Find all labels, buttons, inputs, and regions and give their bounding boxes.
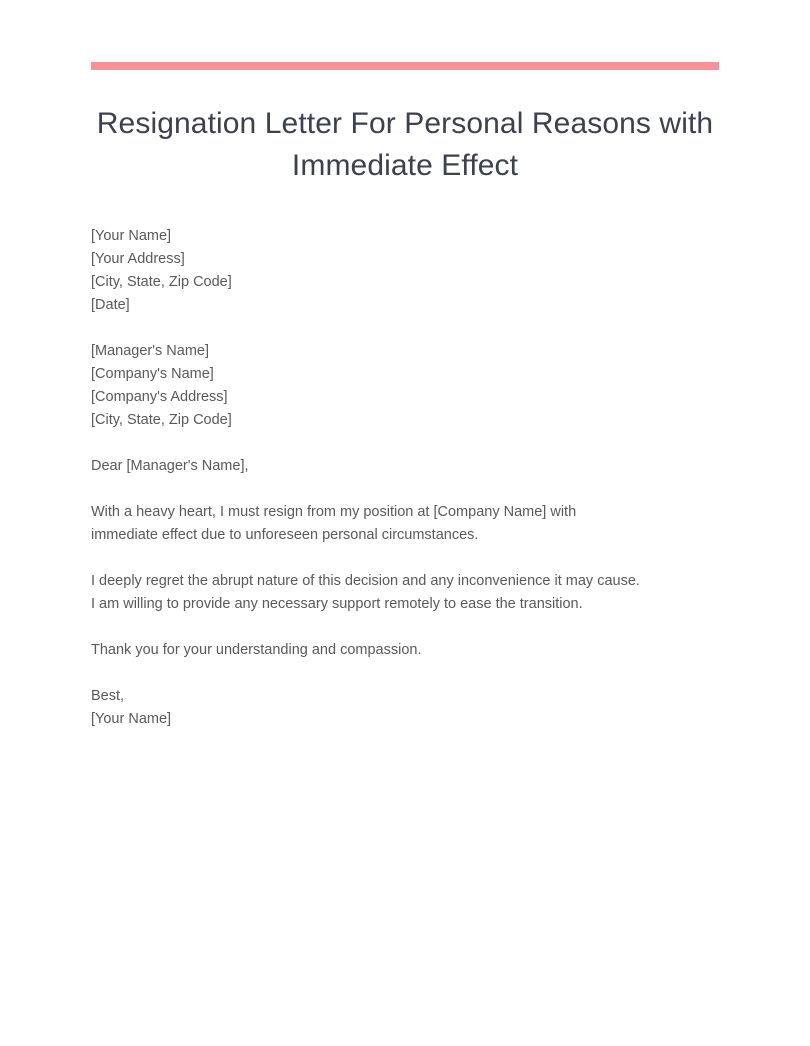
- body-paragraph-3: Thank you for your understanding and compassion.: [91, 642, 422, 658]
- signature-name: [Your Name]: [91, 711, 172, 727]
- closing-block: [91, 685, 647, 731]
- body-paragraph-1: With a heavy heart, I must resign from my position at [Company Name] with immediate effect due to unforeseen personal circumstances.: [91, 504, 581, 543]
- recipient-company-address: [Company's Address]: [91, 389, 228, 405]
- recipient-address-block: [91, 340, 647, 432]
- body-paragraph-2: I deeply regret the abrupt nature of this decision and any inconvenience it may cause. I am willing to provide any necessary support remotely to ease the transition.: [91, 573, 644, 612]
- letter-body: [91, 225, 647, 731]
- sender-name: [Your Name]: [91, 228, 172, 244]
- sender-address: [Your Address]: [91, 251, 185, 267]
- salutation: Dear [Manager's Name],: [91, 458, 249, 474]
- page-title: Resignation Letter For Personal Reasons with Immediate Effect: [96, 107, 714, 182]
- recipient-manager-name: [Manager's Name]: [91, 343, 210, 359]
- closing-salutation: Best,: [91, 688, 125, 704]
- document-content: [91, 103, 719, 731]
- recipient-company-name: [Company's Name]: [91, 366, 214, 382]
- sender-address-block: [91, 225, 647, 317]
- recipient-city-state-zip: [City, State, Zip Code]: [91, 412, 232, 428]
- letter-date: [Date]: [91, 297, 130, 313]
- top-accent-bar: [91, 62, 719, 70]
- sender-city-state-zip: [City, State, Zip Code]: [91, 274, 232, 290]
